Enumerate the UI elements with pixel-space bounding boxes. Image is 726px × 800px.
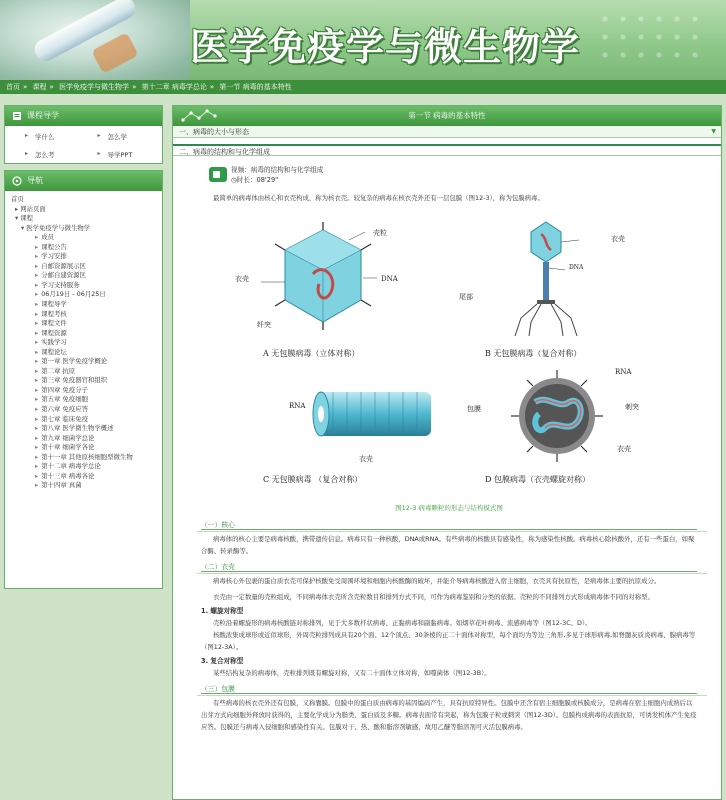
icosahedral-virus-image: [253, 222, 393, 330]
enveloped-virus-image: [507, 366, 607, 466]
nav-item[interactable]: [11, 367, 162, 377]
accordion-structure-label: 二、病毒的结构和与化学组成: [179, 148, 270, 156]
nav-item[interactable]: [11, 481, 162, 491]
nav-item-label: 第八章 医学微生物学概述: [41, 424, 114, 433]
bullet-icon: ▸: [35, 452, 39, 461]
bullet-icon: ▸: [35, 328, 39, 337]
bullet-icon: ▸: [35, 376, 39, 385]
core-heading: [201, 519, 697, 531]
bullet-icon: ▸: [35, 242, 39, 251]
nav-item-label: 课程资源: [41, 328, 67, 337]
label-capsid-c: 衣壳: [359, 455, 373, 463]
label-spike: 刺突: [625, 403, 639, 411]
accordion-size-shape-label: 一、病毒的大小与形态: [179, 128, 249, 136]
nav-item-label: 课程论坛: [41, 347, 67, 356]
nav-item-label: 课程导学: [41, 300, 67, 309]
envelope-paragraph: 有些病毒的核衣壳外还有包膜，又称囊膜。包膜中的蛋白质由病毒的基因编码产生，具有抗原特异性。包膜中还含有宿主细胞膜或核膜成分，是病毒在宿主细胞内成熟后以出芽方式向细胞外释放时获得的，主要化学成分为脂类、蛋白质及多糖。病毒表面常有突起，称为包膜子粒或刺突（图12-3D）。包膜构成病毒的表面抗原，可诱发机体产生免疫应答。包膜还与病毒入侵细胞和感染性有关。包膜对干、热、酸和脂溶剂敏感，故用乙醚等脂溶剂可灭活包膜病毒。: [201, 699, 697, 731]
banner-pattern: [596, 10, 706, 70]
breadcrumb-course[interactable]: 医学免疫学与微生物学: [59, 83, 130, 91]
bullet-icon: ▸: [35, 261, 39, 270]
bullet-icon: ▸: [35, 366, 39, 375]
nav-item-label: 第四章 免疫分子: [41, 385, 88, 394]
intro-paragraph: 最简单的病毒体由核心和衣壳构成，称为核衣壳。较复杂的病毒在核衣壳外还有一层包膜（图12-3），称为包膜病毒。: [213, 194, 544, 202]
nav-item-label: 第十章 细菌学各论: [41, 443, 95, 452]
breadcrumb-section[interactable]: 第一节 病毒的基本特性: [219, 83, 292, 91]
nav-item-label: 第十三章 病毒各论: [41, 471, 95, 480]
capsid-paragraph-1: 病毒核心外包裹的蛋白质衣壳可保护核酸免受周围环境和细胞内核酸酶的破坏，并能介导病毒核酸进入宿主细胞，衣壳具有抗原性，是病毒体主要的抗原成分。: [213, 577, 661, 585]
nav-item[interactable]: [11, 405, 162, 415]
label-fiber: 纤突: [257, 321, 271, 329]
section-header: [173, 106, 721, 126]
divider: [201, 529, 697, 530]
bullet-icon: ▸: [35, 357, 39, 366]
nav-item[interactable]: [11, 243, 162, 253]
chevron-down-icon: ▼: [711, 128, 716, 135]
sidebar: [4, 105, 163, 595]
nav-item[interactable]: [11, 415, 162, 425]
nav-item[interactable]: [11, 434, 162, 444]
bullet-icon: ▸: [35, 338, 39, 347]
label-rna-d: RNA: [615, 368, 632, 376]
bullet-icon: ▸: [35, 319, 39, 328]
nav-item-label: 第一章 医学免疫学概论: [41, 357, 108, 366]
figure-caption: 图12-3 病毒颗粒的形态与结构模式图: [395, 504, 503, 512]
breadcrumb: 首页 » 课程 » 医学免疫学与微生物学 » 第十二章 病毒学总论 » 第一节 病毒的基本特性: [0, 80, 726, 94]
course-title: 医学免疫学与微生物学: [190, 24, 581, 69]
bullet-icon: ▸: [35, 252, 39, 261]
video-title[interactable]: 视频：病毒的结构和与化学组成: [231, 166, 324, 174]
nav-panel-header: [5, 171, 162, 191]
divider: [201, 571, 697, 572]
nav-item-label: 第十二章 病毒学总论: [41, 462, 101, 471]
breadcrumb-home[interactable]: 首页: [6, 83, 20, 91]
panel-d-caption: D 包膜病毒（衣壳螺旋对称）: [485, 475, 590, 484]
nav-item-label: 首页: [11, 195, 24, 203]
video-camera-icon: [209, 167, 227, 182]
nav-item-label: 06月19日 - 06月25日: [41, 290, 106, 299]
expand-arrow-icon[interactable]: ▾: [15, 214, 19, 223]
nav-item-label: 第十一章 其他原核细胞型微生物: [41, 452, 133, 461]
nav-panel: [4, 170, 163, 589]
accordion-structure[interactable]: [173, 144, 721, 156]
nav-item[interactable]: [11, 319, 162, 329]
helical-heading: 1. 螺旋对称型: [201, 607, 244, 615]
complex-heading: 3. 复合对称型: [201, 657, 244, 665]
nav-item[interactable]: [11, 453, 162, 463]
bullet-icon: ▸: [35, 347, 39, 356]
clock-icon: ◷: [231, 176, 237, 184]
bullet-icon: ▸: [35, 424, 39, 433]
guide-link-exam[interactable]: ▸ 怎么考: [11, 150, 84, 159]
bullet-icon: ▸: [35, 290, 39, 299]
nav-item-label: 第六章 免疫应答: [41, 405, 88, 414]
section-title: 第一节 病毒的基本特性: [408, 111, 486, 120]
bullet-icon: ▸: [35, 309, 39, 318]
capsid-heading-text: （二）衣壳: [201, 561, 239, 571]
nav-item[interactable]: [11, 424, 162, 434]
nav-item[interactable]: [11, 262, 162, 272]
nav-item-label: 第五章 免疫细胞: [41, 395, 88, 404]
nav-item-label: 第九章 细菌学总论: [41, 433, 95, 442]
guide-panel: [4, 105, 163, 164]
nav-item-label: 第十四章 真菌: [41, 481, 82, 490]
nav-item[interactable]: [11, 472, 162, 482]
label-capsid-a: 衣壳: [235, 275, 249, 283]
nav-item[interactable]: [11, 224, 162, 234]
nav-item[interactable]: [11, 357, 162, 367]
icosahedral-paragraph: 核酸浓集成球形或近似球形，外周壳粒排列成具有20个面、12个顶点、30条棱的正二十面体对称型，每个面均为等边三角形,多见于球形病毒,如脊髓灰质炎病毒、腺病毒等（图12-3A）。: [201, 631, 696, 651]
virus-figure: [201, 208, 697, 503]
nav-item[interactable]: [11, 252, 162, 262]
panel-b-caption: B 无包膜病毒（复合对称）: [485, 349, 582, 358]
label-rna-c: RNA: [289, 402, 306, 410]
nav-item-label: 第三章 免疫器官和组织: [41, 376, 108, 385]
nav-item[interactable]: [11, 443, 162, 453]
nav-item[interactable]: [11, 329, 162, 339]
bullet-icon: ▸: [35, 271, 39, 280]
nav-item-label: 学习安排: [41, 252, 67, 261]
nav-item-label: 分邮自建资源区: [41, 271, 86, 280]
bullet-icon: ▸: [35, 462, 39, 471]
core-heading-text: （一）核心: [201, 519, 239, 529]
core-paragraph: 病毒体的核心主要是病毒核酸，携带遗传信息。病毒只有一种核酸，DNA或RNA。有些病毒的核酸具有感染性，称为感染性核酸。病毒核心除核酸外，还有一些蛋白，如聚合酶、转录酶等。: [201, 535, 695, 555]
guide-links: [5, 126, 162, 163]
bullet-icon: ▸: [35, 385, 39, 394]
vial-cap-image: [91, 32, 139, 74]
nav-tree: [5, 191, 162, 497]
nav-item[interactable]: [11, 310, 162, 320]
bullet-icon: ▸: [35, 443, 39, 452]
capsid-paragraph-2: 衣壳由一定数量的壳粒组成，不同病毒体衣壳所含壳粒数目和排列方式不同，可作为病毒鉴别和分类的依据。壳粒的不同排列方式形成病毒体不同的对称型。: [213, 593, 654, 601]
nav-item-label: 网站页面: [20, 204, 46, 213]
bullet-icon: ▸: [35, 280, 39, 289]
bullet-icon: ▸: [35, 433, 39, 442]
nav-item-label: 课程文件: [41, 319, 67, 328]
compass-icon: [12, 176, 22, 186]
rod-virus-image: [309, 384, 439, 444]
site-banner: [0, 0, 726, 80]
nav-item-label: 自邮资源展示区: [41, 261, 86, 270]
main-content: [172, 105, 722, 800]
nav-item-label: 课程公告: [41, 242, 67, 251]
label-dna-b: DNA: [569, 264, 584, 271]
label-capsid-d: 衣壳: [617, 445, 631, 453]
nav-item-label: 医学免疫学与微生物学: [26, 223, 91, 232]
nav-item[interactable]: [11, 348, 162, 358]
envelope-heading: [201, 683, 697, 695]
nav-item[interactable]: [11, 271, 162, 281]
expand-arrow-icon[interactable]: ▾: [21, 223, 25, 232]
nav-item[interactable]: [11, 281, 162, 291]
bullet-icon: ▸: [35, 395, 39, 404]
guide-link-what[interactable]: ▸ 学什么: [11, 132, 84, 141]
bullet-icon: ▸: [35, 481, 39, 490]
nav-item[interactable]: [11, 338, 162, 348]
video-item[interactable]: [201, 162, 697, 188]
label-envelope: 包膜: [467, 405, 481, 413]
guide-link-how[interactable]: ▸ 怎么学: [84, 132, 157, 141]
envelope-heading-text: （三）包膜: [201, 683, 239, 693]
nav-item[interactable]: [11, 214, 162, 224]
nav-item-label: 第二章 抗原: [41, 366, 76, 375]
nav-item-label: 课程: [20, 214, 33, 223]
nav-item-label: 实践学习: [41, 338, 67, 347]
guide-panel-title: 课程导学: [27, 111, 59, 120]
video-duration: [231, 174, 278, 184]
label-tail: 尾部: [459, 293, 473, 301]
label-capsomere: 壳粒: [373, 229, 387, 237]
nav-item[interactable]: [11, 300, 162, 310]
molecule-icon: [181, 108, 221, 124]
bullet-icon: ▸: [35, 471, 39, 480]
panel-c-caption: C 无包膜病毒 （复合对称）: [263, 475, 363, 484]
bullet-icon: ▸: [35, 405, 39, 414]
breadcrumb-chapter[interactable]: 第十二章 病毒学总论: [141, 83, 207, 91]
nav-item[interactable]: [11, 195, 162, 205]
nav-item[interactable]: [11, 233, 162, 243]
nav-item[interactable]: [11, 205, 162, 215]
capsid-heading: [201, 561, 697, 573]
divider: [201, 693, 697, 694]
accordion-size-shape[interactable]: [173, 126, 721, 138]
guide-link-ppt[interactable]: ▸ 导学PPT: [84, 150, 157, 159]
nav-item[interactable]: [11, 462, 162, 472]
collapse-arrow-icon[interactable]: ▸: [15, 204, 19, 213]
nav-item[interactable]: [11, 376, 162, 386]
nav-item[interactable]: [11, 290, 162, 300]
nav-item-label: 成员: [41, 233, 54, 242]
bullet-icon: ▸: [35, 414, 39, 423]
bullet-icon: ▸: [35, 233, 39, 242]
label-dna-a: DNA: [381, 275, 398, 283]
nav-panel-title: 导航: [27, 176, 43, 185]
book-icon: [12, 111, 22, 121]
section-body: [173, 156, 721, 733]
label-capsid-b: 衣壳: [611, 235, 625, 243]
nav-item[interactable]: [11, 395, 162, 405]
guide-panel-header: [5, 106, 162, 126]
panel-a-caption: A 无包膜病毒（立体对称）: [263, 349, 360, 358]
helical-paragraph: 壳粒沿着螺旋形的病毒核酸链对称排列，见于大多数杆状病毒、正黏病毒和副黏病毒。如烟草花叶病毒、流感病毒等（图12-3C、D）。: [213, 619, 592, 627]
nav-item-label: 课程考核: [41, 309, 67, 318]
nav-item-label: 学习支持服务: [41, 280, 80, 289]
bacteriophage-image: [501, 218, 591, 338]
video-duration-text: 时长：08'29": [236, 176, 279, 184]
bullet-icon: ▸: [35, 300, 39, 309]
banner-photo: [0, 0, 190, 80]
nav-item-label: 第七章 临床免疫: [41, 414, 88, 423]
breadcrumb-courses[interactable]: 课程: [32, 83, 47, 91]
complex-paragraph: 某些结构复杂的病毒体，壳粒排列既有螺旋对称，又有二十面体立体对称，如噬菌体（图12-3B）。: [213, 669, 491, 677]
